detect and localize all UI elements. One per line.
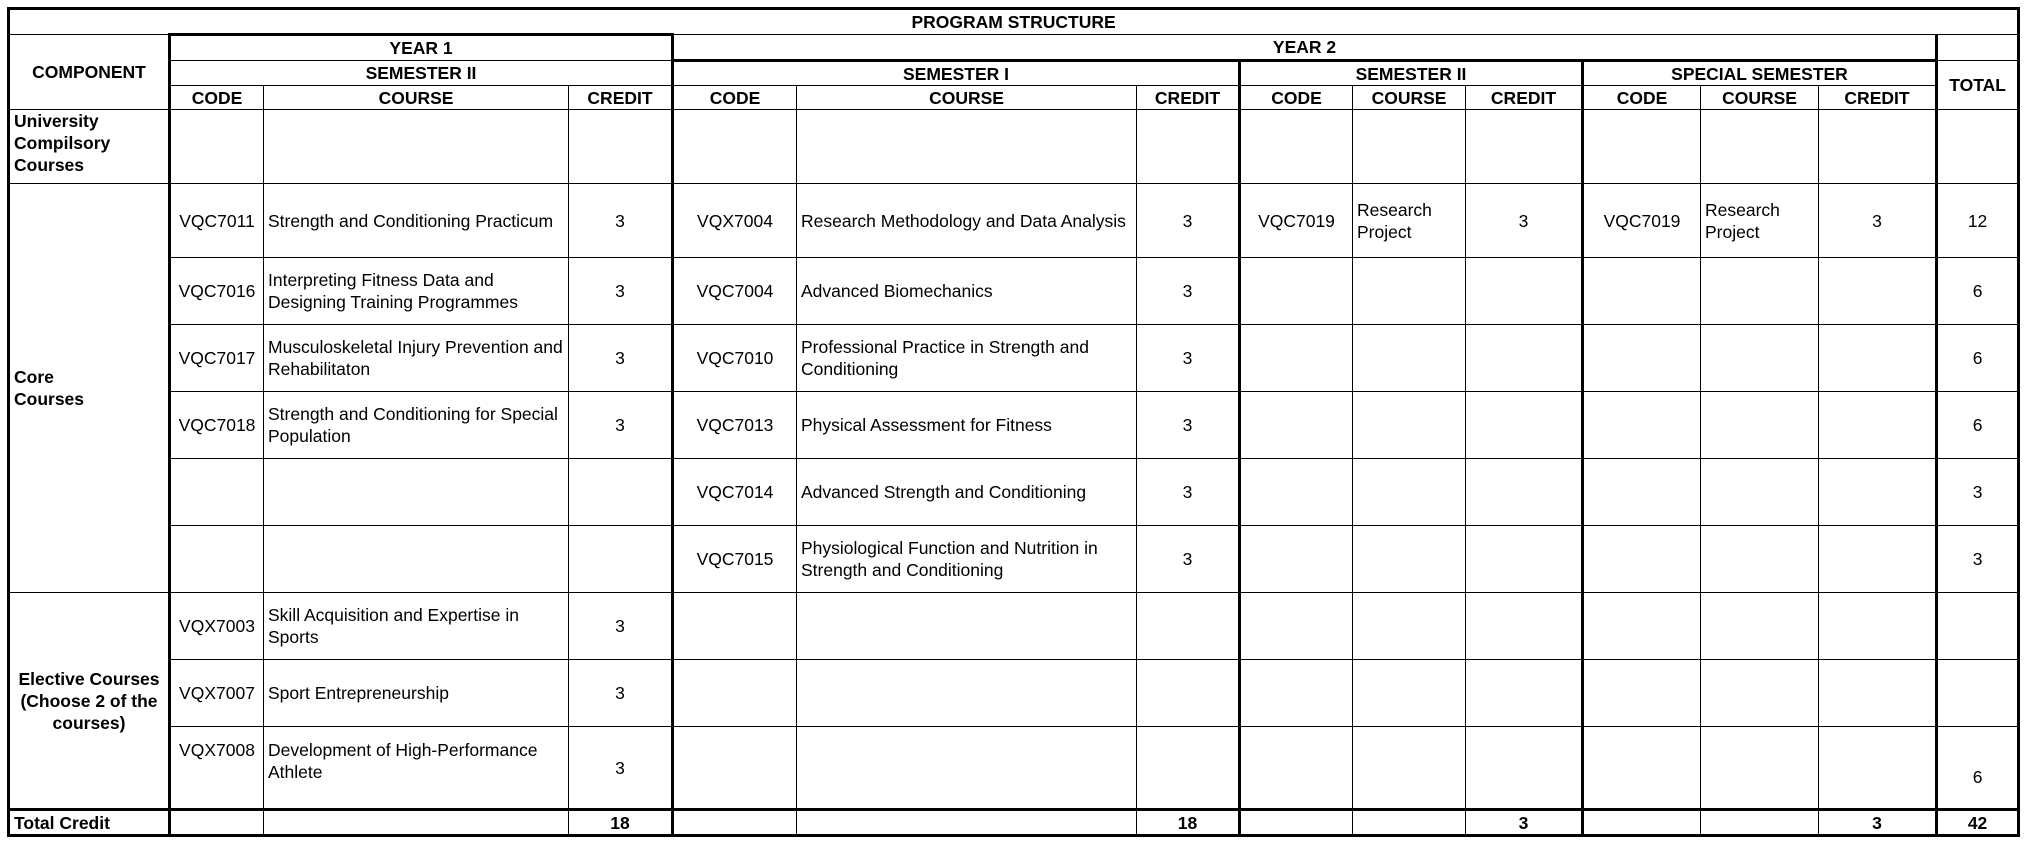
course-code: VQC7016: [170, 258, 264, 325]
total-s2-credit: 3: [1466, 810, 1583, 836]
course-name: Physiological Function and Nutrition in Strength and Conditioning: [797, 526, 1137, 593]
component-elective: Elective Courses (Choose 2 of the courses): [9, 593, 170, 810]
course-code: VQC7010: [673, 325, 797, 392]
y1-code-header: CODE: [170, 86, 264, 110]
row-total: 12: [1937, 184, 2019, 258]
row-total: 6: [1937, 727, 2019, 810]
sp-credit-header: CREDIT: [1819, 86, 1937, 110]
s2-code-header: CODE: [1240, 86, 1353, 110]
course-name: Professional Practice in Strength and Conditioning: [797, 325, 1137, 392]
course-name: Research Project: [1701, 184, 1819, 258]
s1-course-header: COURSE: [797, 86, 1137, 110]
y1-credit-header: CREDIT: [569, 86, 673, 110]
total-header: TOTAL: [1937, 61, 2019, 110]
row-total: 6: [1937, 392, 2019, 459]
y1-course-header: COURSE: [264, 86, 569, 110]
course-code: VQC7004: [673, 258, 797, 325]
course-credit: 3: [569, 660, 673, 727]
course-name: Development of High-Performance Athlete: [264, 727, 569, 810]
course-name: Advanced Strength and Conditioning: [797, 459, 1137, 526]
year2-header: YEAR 2: [673, 35, 1937, 61]
total-y1-credit: 18: [569, 810, 673, 836]
course-code: VQX7008: [170, 727, 264, 810]
course-name: Strength and Conditioning for Special Population: [264, 392, 569, 459]
program-structure-table: [7, 7, 2020, 837]
sp-course-header: COURSE: [1701, 86, 1819, 110]
course-code: VQC7011: [170, 184, 264, 258]
s1-credit-header: CREDIT: [1137, 86, 1240, 110]
row-total: 3: [1937, 459, 2019, 526]
course-credit: 3: [1137, 325, 1240, 392]
component-header: COMPONENT: [9, 35, 170, 110]
course-code: VQX7007: [170, 660, 264, 727]
course-code: VQC7017: [170, 325, 264, 392]
s2-credit-header: CREDIT: [1466, 86, 1583, 110]
course-code: VQC7018: [170, 392, 264, 459]
table-title: PROGRAM STRUCTURE: [9, 9, 2019, 35]
course-credit: 3: [1137, 392, 1240, 459]
year2-special-header: SPECIAL SEMESTER: [1583, 61, 1937, 86]
total-header-spacer: [1937, 35, 2019, 61]
component-university: University Compilsory Courses: [9, 110, 170, 184]
course-credit: 3: [569, 727, 673, 810]
course-name: Research Methodology and Data Analysis: [797, 184, 1137, 258]
year1-header: YEAR 1: [170, 35, 673, 61]
year2-sem1-header: SEMESTER I: [673, 61, 1240, 86]
course-code: VQC7013: [673, 392, 797, 459]
course-credit: 3: [569, 593, 673, 660]
course-name: Advanced Biomechanics: [797, 258, 1137, 325]
course-code: VQX7004: [673, 184, 797, 258]
row-total: 6: [1937, 258, 2019, 325]
course-name: Interpreting Fitness Data and Designing Training Programmes: [264, 258, 569, 325]
total-sp-credit: 3: [1819, 810, 1937, 836]
course-code: VQX7003: [170, 593, 264, 660]
course-code: VQC7015: [673, 526, 797, 593]
course-credit: 3: [1137, 258, 1240, 325]
course-name: Physical Assessment for Fitness: [797, 392, 1137, 459]
course-name: Research Project: [1353, 184, 1466, 258]
course-name: Strength and Conditioning Practicum: [264, 184, 569, 258]
course-credit: 3: [1137, 526, 1240, 593]
grand-total: 42: [1937, 810, 2019, 836]
s2-course-header: COURSE: [1353, 86, 1466, 110]
row-total: 3: [1937, 526, 2019, 593]
course-code: VQC7019: [1583, 184, 1701, 258]
course-credit: 3: [569, 392, 673, 459]
course-name: Musculoskeletal Injury Prevention and Rehabilitaton: [264, 325, 569, 392]
year2-sem2-header: SEMESTER II: [1240, 61, 1583, 86]
course-name: Sport Entrepreneurship: [264, 660, 569, 727]
component-core: Core Courses: [9, 184, 170, 593]
course-credit: 3: [569, 184, 673, 258]
course-credit: 3: [1137, 459, 1240, 526]
course-code: VQC7019: [1240, 184, 1353, 258]
sp-code-header: CODE: [1583, 86, 1701, 110]
course-credit: 3: [1137, 184, 1240, 258]
course-credit: 3: [569, 258, 673, 325]
year1-semester-header: SEMESTER II: [170, 61, 673, 86]
total-s1-credit: 18: [1137, 810, 1240, 836]
total-credit-label: Total Credit: [9, 810, 170, 836]
course-code: VQC7014: [673, 459, 797, 526]
course-credit: 3: [1466, 184, 1583, 258]
s1-code-header: CODE: [673, 86, 797, 110]
course-name: Skill Acquisition and Expertise in Sports: [264, 593, 569, 660]
course-credit: 3: [1819, 184, 1937, 258]
course-credit: 3: [569, 325, 673, 392]
row-total: 6: [1937, 325, 2019, 392]
